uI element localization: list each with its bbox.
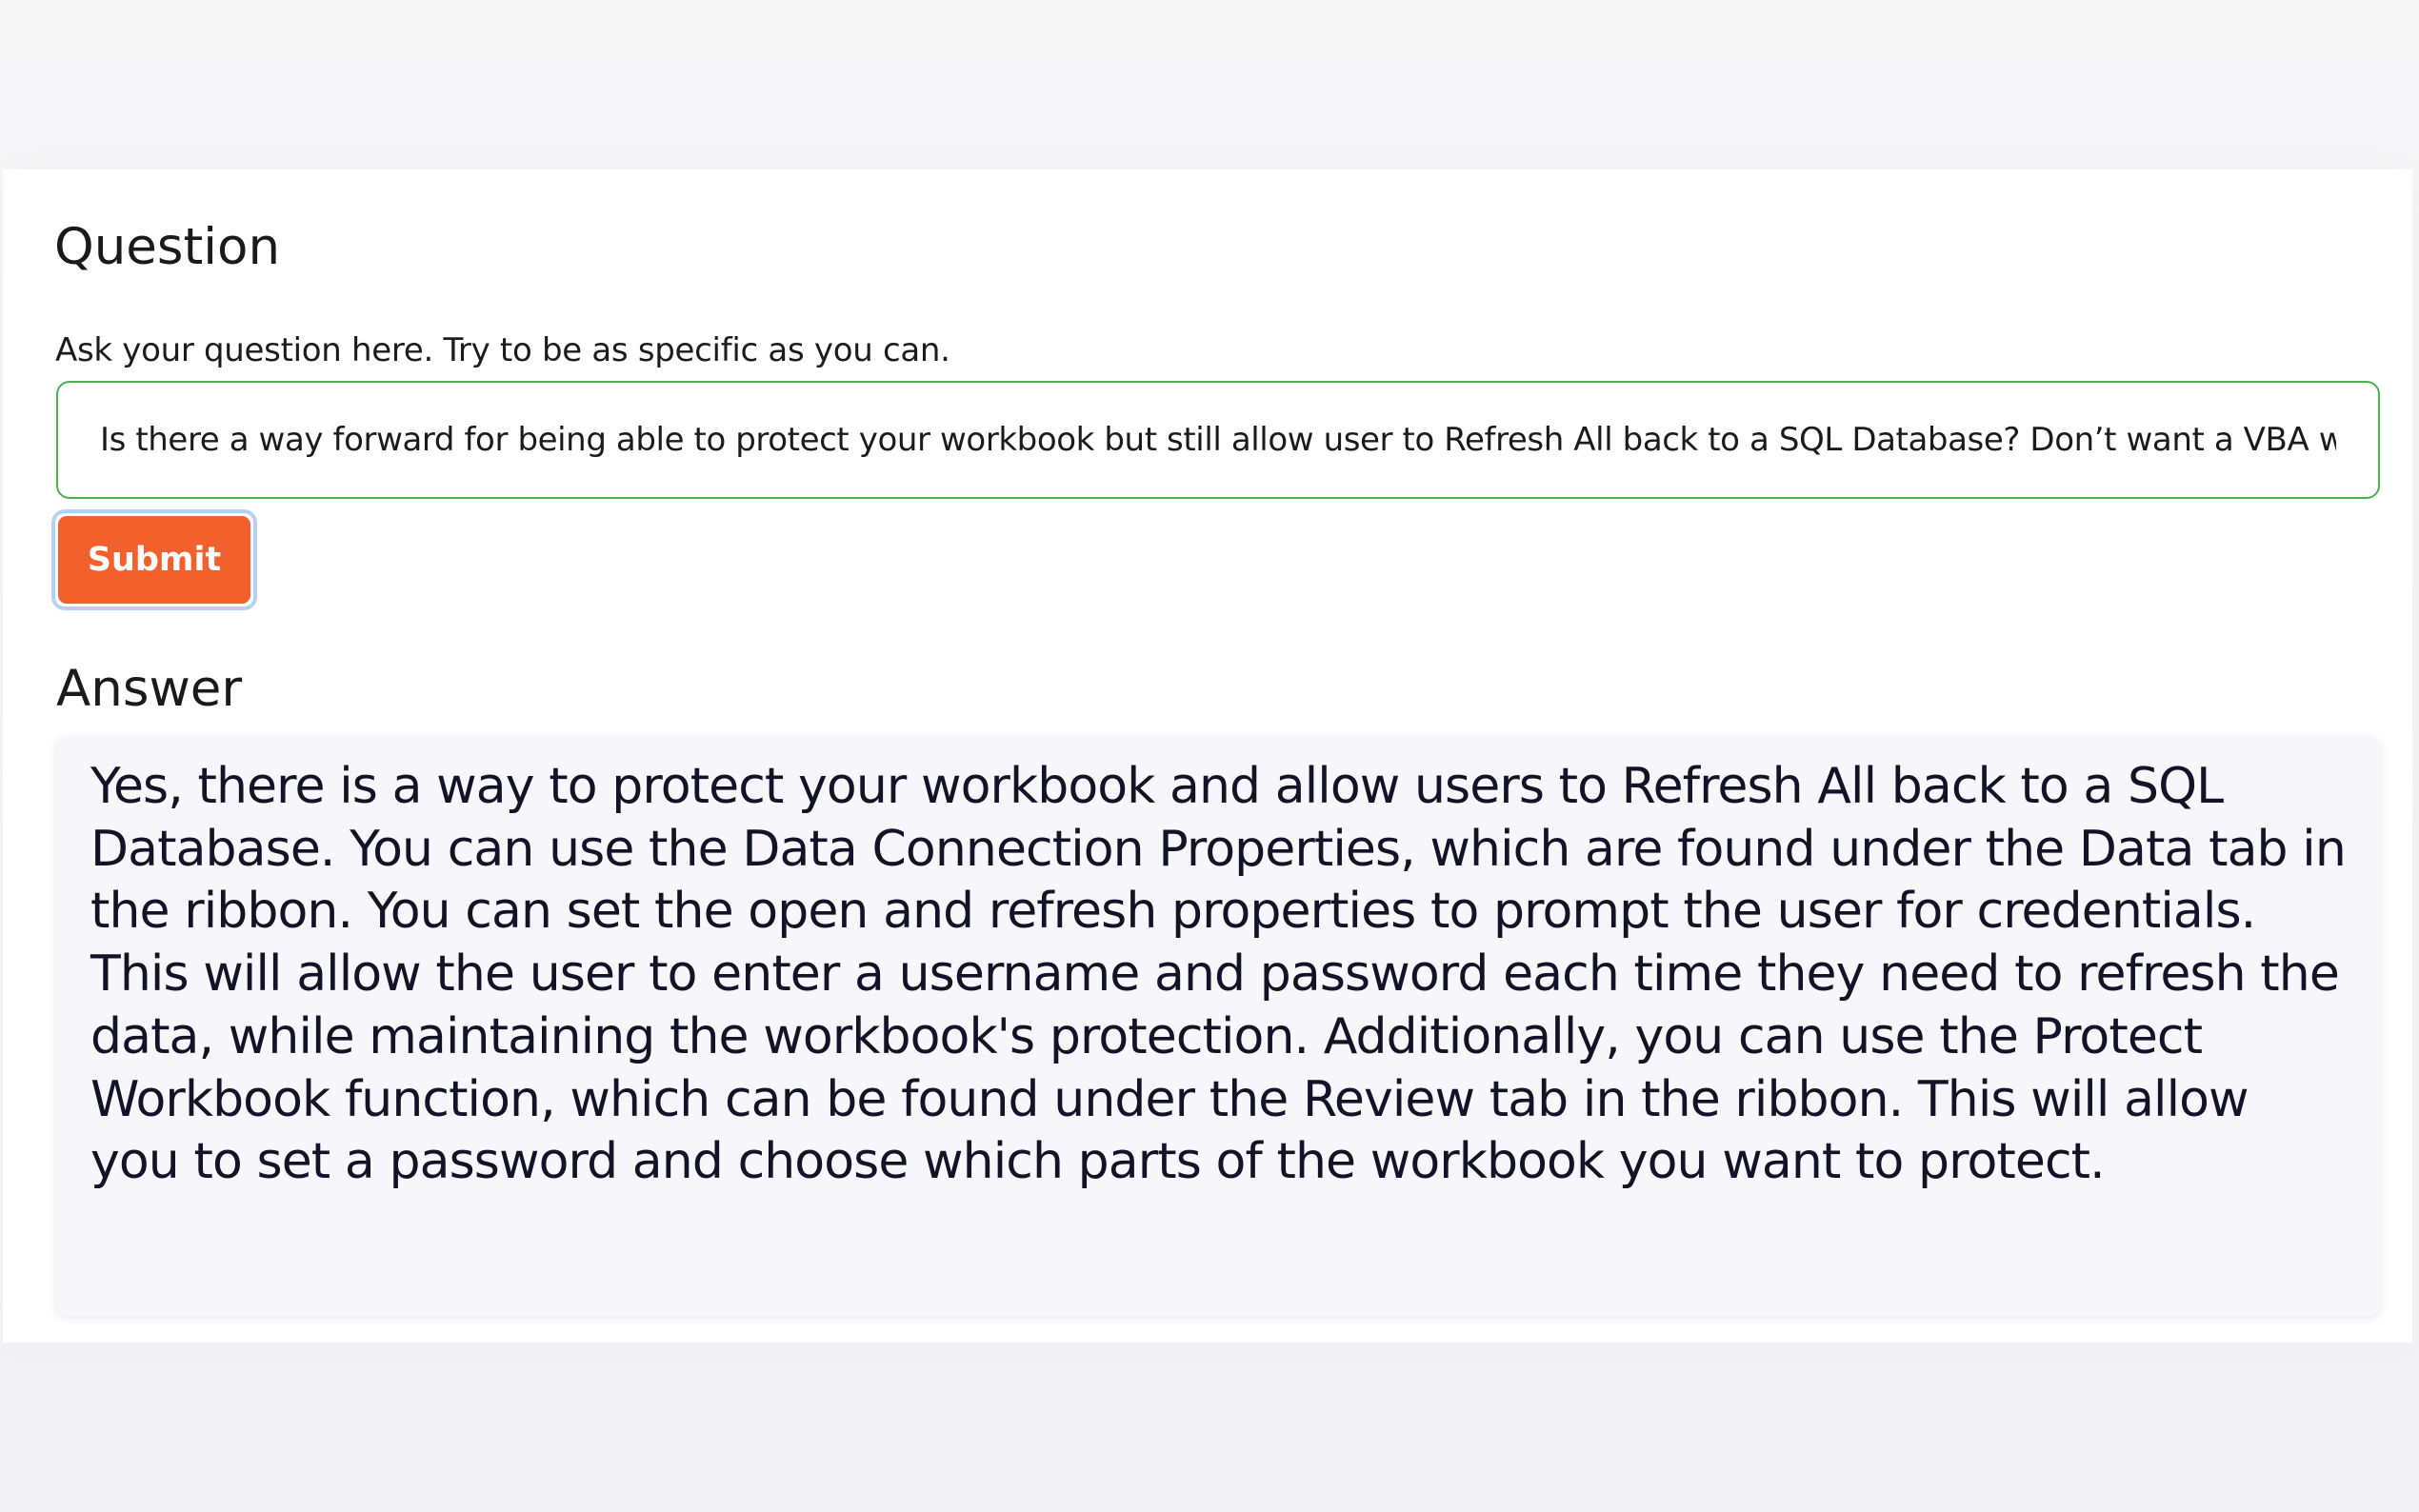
answer-text: Yes, there is a way to protect your workbook and allow users to Refresh All back to a SQL Database. You can use the Data Connection Properties, which are found under the Data tab in the ribbon. You can set the open and refresh properties to prompt the user for credentials. This will allow the user to enter a username and password each time they need to refresh the data, while maintaining the workbook's protection. Additionally, you can use the Protect Workbook function, which can be found under the Review tab in the ribbon. This will allow you to set a password and choose which parts of the workbook you want to protect. <box>90 758 2346 1191</box>
question-heading: Question <box>54 218 281 276</box>
submit-button[interactable]: Submit <box>58 516 250 604</box>
answer-heading: Answer <box>56 660 243 718</box>
answer-box <box>56 737 2380 1316</box>
submit-focus-ring <box>51 509 257 610</box>
question-input[interactable] <box>56 381 2380 499</box>
qa-panel <box>3 169 2412 1343</box>
question-helper-text: Ask your question here. Try to be as specific as you can. <box>55 331 950 369</box>
